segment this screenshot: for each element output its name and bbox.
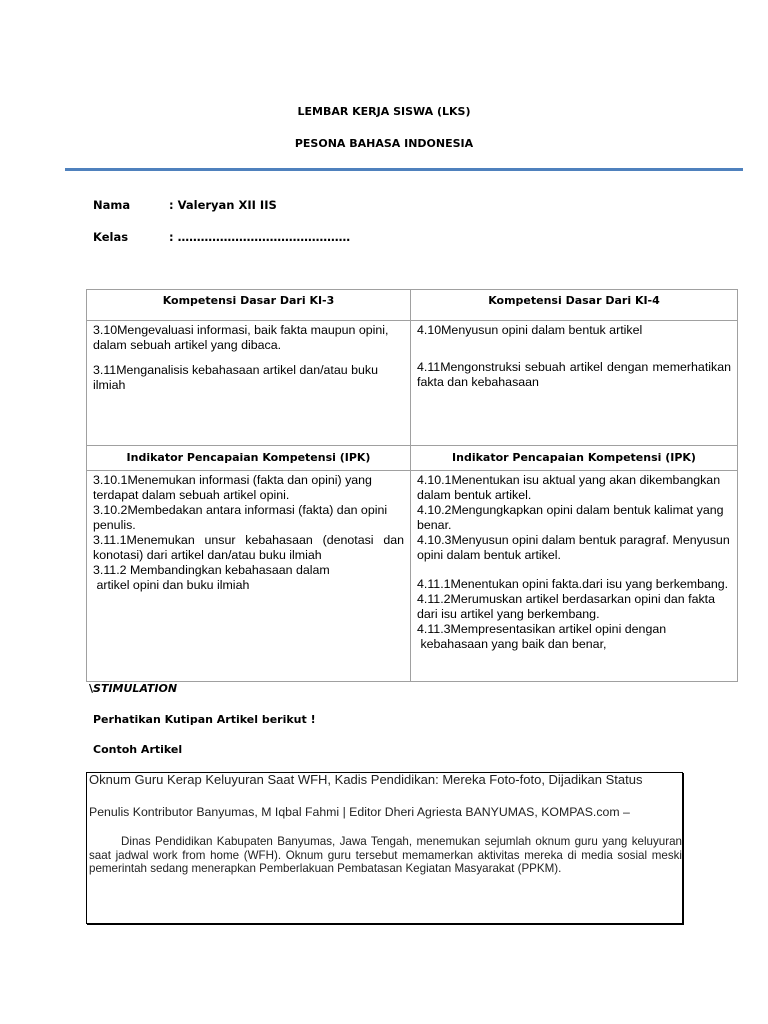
instruction-text: Perhatikan Kutipan Artikel berikut !	[93, 713, 316, 726]
ipk-header-left: Indikator Pencapaian Kompetensi (IPK)	[87, 446, 411, 471]
stimulation-heading	[89, 682, 177, 695]
article-body: Dinas Pendidikan Kabupaten Banyumas, Jawa Tengah, menemukan sejumlah oknum guru yang keluyuran saat jadwal work from home (WFH). Oknum guru tersebut memamerkan aktivitas mereka di media sosial meski pemerintah sedang menerapkan Pemberlakuan Pembatasan Kegiatan Masyarakat (PPKM).	[89, 835, 682, 875]
worksheet-title: LEMBAR KERJA SISWA (LKS)	[297, 105, 471, 118]
ipk-item: 3.11.1Menemukan unsur kebahasaan (denotasi dan konotasi) dari artikel dan/atau buku ilmiah	[93, 533, 404, 562]
ipk-item: 4.10.2Mengungkapkan opini dalam bentuk kalimat yang benar.	[417, 503, 724, 532]
header-ki4: Kompetensi Dasar Dari KI-4	[411, 290, 738, 321]
ki3-cell	[87, 321, 411, 446]
ki4-cell	[411, 321, 738, 446]
ipk-header-right: Indikator Pencapaian Kompetensi (IPK)	[411, 446, 738, 471]
article-headline: Oknum Guru Kerap Keluyuran Saat WFH, Kadis Pendidikan: Mereka Foto-foto, Dijadikan Status	[89, 772, 643, 787]
article-byline: Penulis Kontributor Banyumas, M Iqbal Fahmi | Editor Dheri Agriesta BANYUMAS, KOMPAS.com –	[89, 805, 630, 819]
name-label: Nama	[93, 198, 131, 212]
ipk-item: 3.10.1Menemukan informasi (fakta dan opini) yang terdapat dalam sebuah artikel opini.	[93, 473, 372, 502]
stimulation-prefix: \	[89, 682, 94, 695]
name-field	[93, 198, 277, 212]
table-row	[87, 471, 738, 682]
worksheet-subtitle: PESONA BAHASA INDONESIA	[294, 137, 474, 150]
ipk-item: 4.11.1Menentukan opini fakta.dari isu yang berkembang.	[417, 577, 729, 591]
ipk-item: kebahasaan yang baik dan benar,	[417, 637, 607, 651]
name-value[interactable]: : Valeryan XII IIS	[169, 198, 277, 212]
example-label: Contoh Artikel	[93, 743, 183, 756]
header-divider	[65, 168, 743, 171]
ipk-left-cell	[87, 471, 411, 682]
ipk-item: 4.10.3Menyusun opini dalam bentuk paragraf. Menyusun opini dalam bentuk artikel.	[417, 533, 730, 562]
ipk-item: 3.10.2Membedakan antara informasi (fakta) dan opini penulis.	[93, 503, 388, 532]
ipk-item: artikel opini dan buku ilmiah	[93, 578, 250, 592]
header-ki3: Kompetensi Dasar Dari KI-3	[87, 290, 411, 321]
table-row	[87, 290, 738, 321]
ipk-item: 4.11.3Mempresentasikan artikel opini dengan	[417, 622, 667, 636]
ipk-item: 4.11.2Merumuskan artikel berdasarkan opini dan fakta dari isu artikel yang berkembang.	[417, 592, 716, 621]
competency-table	[86, 289, 738, 682]
ipk-right-cell	[411, 471, 738, 682]
class-field	[93, 230, 350, 244]
ipk-item: 3.11.2 Membandingkan kebahasaan dalam	[93, 563, 330, 577]
class-value[interactable]: : ………………………………………	[169, 230, 351, 244]
table-row	[87, 321, 738, 446]
kd-ki4-item: 4.10Menyusun opini dalam bentuk artikel	[417, 323, 643, 337]
class-label: Kelas	[93, 230, 129, 244]
kd-ki4-item: 4.11Mengonstruksi sebuah artikel dengan memerhatikan fakta dan kebahasaan	[417, 360, 731, 389]
stimulation-label: STIMULATION	[93, 682, 178, 695]
table-row	[87, 446, 738, 471]
ipk-item: 4.10.1Menentukan isu aktual yang akan dikembangkan dalam bentuk artikel.	[417, 473, 721, 502]
article-box	[86, 772, 683, 924]
kd-ki3-item: 3.10Mengevaluasi informasi, baik fakta maupun opini, dalam sebuah artikel yang dibaca.	[93, 323, 389, 352]
kd-ki3-item: 3.11Menganalisis kebahasaan artikel dan/atau buku ilmiah	[93, 363, 378, 392]
